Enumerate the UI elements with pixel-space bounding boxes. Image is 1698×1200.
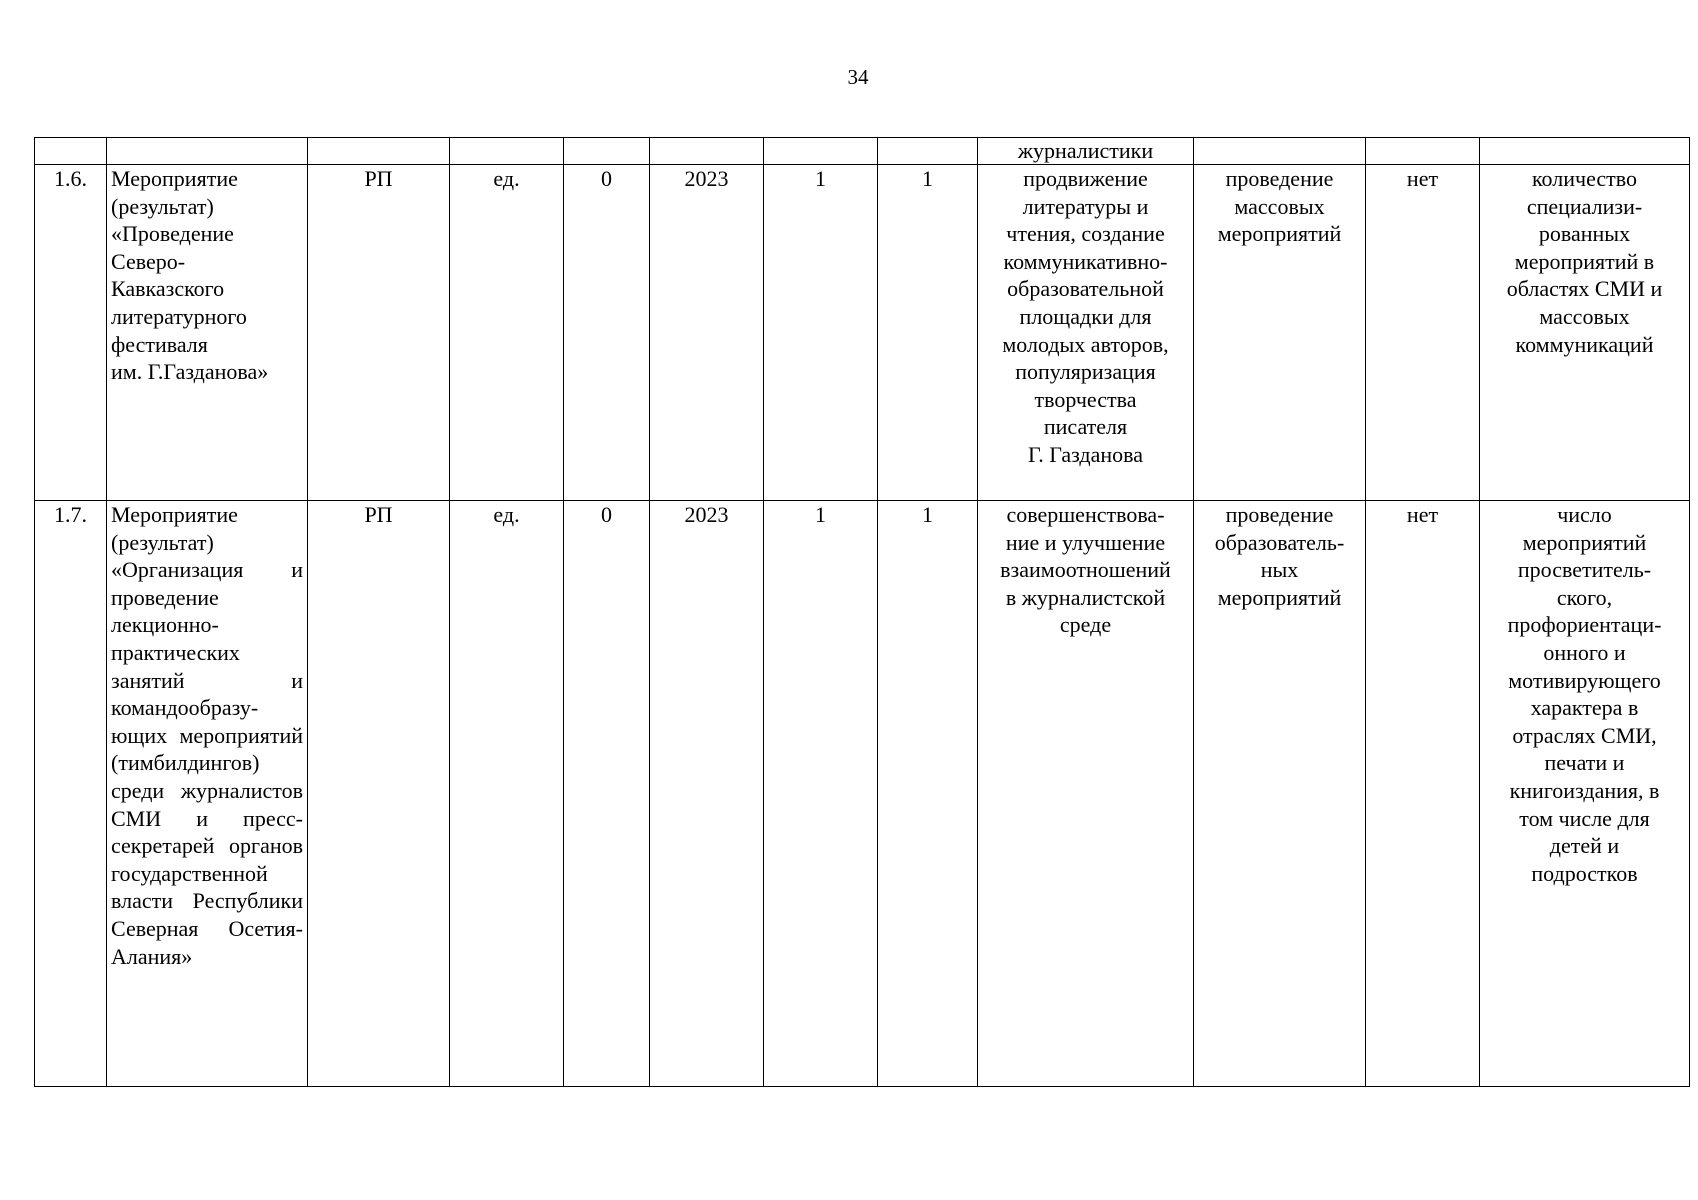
cell-base: 0 (564, 165, 650, 501)
cell-level: РП (308, 501, 450, 1087)
cell-year (650, 138, 764, 165)
cell-val1 (764, 138, 878, 165)
cell-val2 (878, 138, 978, 165)
cell-val1: 1 (764, 501, 878, 1087)
cell-val1: 1 (764, 165, 878, 501)
page-number: 34 (847, 65, 869, 89)
cell-effect: продвижение литературы и чтения, создание коммуникативно- образовательной площадки для молодых авторов, популяризация творчества писателя Г. Газданова (978, 165, 1194, 501)
cell-num: 1.7. (35, 501, 107, 1087)
cell-unit: ед. (450, 501, 564, 1087)
cell-level: РП (308, 165, 450, 501)
cell-indicator (1480, 138, 1690, 165)
cell-type (1194, 138, 1366, 165)
table-row-continuation (35, 138, 1690, 165)
cell-type: проведение образователь- ных мероприятий (1194, 501, 1366, 1087)
cell-flag: нет (1366, 165, 1480, 501)
cell-level (308, 138, 450, 165)
table-row (35, 165, 1690, 501)
cell-effect: журналистики (978, 138, 1194, 165)
cell-val2: 1 (878, 501, 978, 1087)
cell-base: 0 (564, 501, 650, 1087)
cell-unit: ед. (450, 165, 564, 501)
measures-table (34, 137, 1690, 1087)
cell-name: Мероприятие (результат) «Организация и проведение лекционно-практических занятий и командообразу-ющих мероприятий (тимбилдингов) среди журналистов СМИ и пресс-секретарей органов государственной власти Республики Северная Осетия-Алания» (107, 501, 308, 1087)
cell-indicator: число мероприятий просветитель- ского, профориентаци- онного и мотивирующего характера в отраслях СМИ, печати и книгоиздания, в том числе для детей и подростков (1480, 501, 1690, 1087)
cell-base (564, 138, 650, 165)
cell-flag: нет (1366, 501, 1480, 1087)
cell-val2: 1 (878, 165, 978, 501)
cell-unit (450, 138, 564, 165)
cell-name (107, 138, 308, 165)
cell-year: 2023 (650, 165, 764, 501)
table-row (35, 501, 1690, 1087)
cell-year: 2023 (650, 501, 764, 1087)
cell-name: Мероприятие (результат) «Проведение Северо- Кавказского литературного фестиваля им. Г.Газданова» (107, 165, 308, 501)
cell-num: 1.6. (35, 165, 107, 501)
cell-effect: совершенствова- ние и улучшение взаимоотношений в журналистской среде (978, 501, 1194, 1087)
cell-num (35, 138, 107, 165)
cell-indicator: количество специализи- рованных мероприятий в областях СМИ и массовых коммуникаций (1480, 165, 1690, 501)
cell-flag (1366, 138, 1480, 165)
cell-type: проведение массовых мероприятий (1194, 165, 1366, 501)
